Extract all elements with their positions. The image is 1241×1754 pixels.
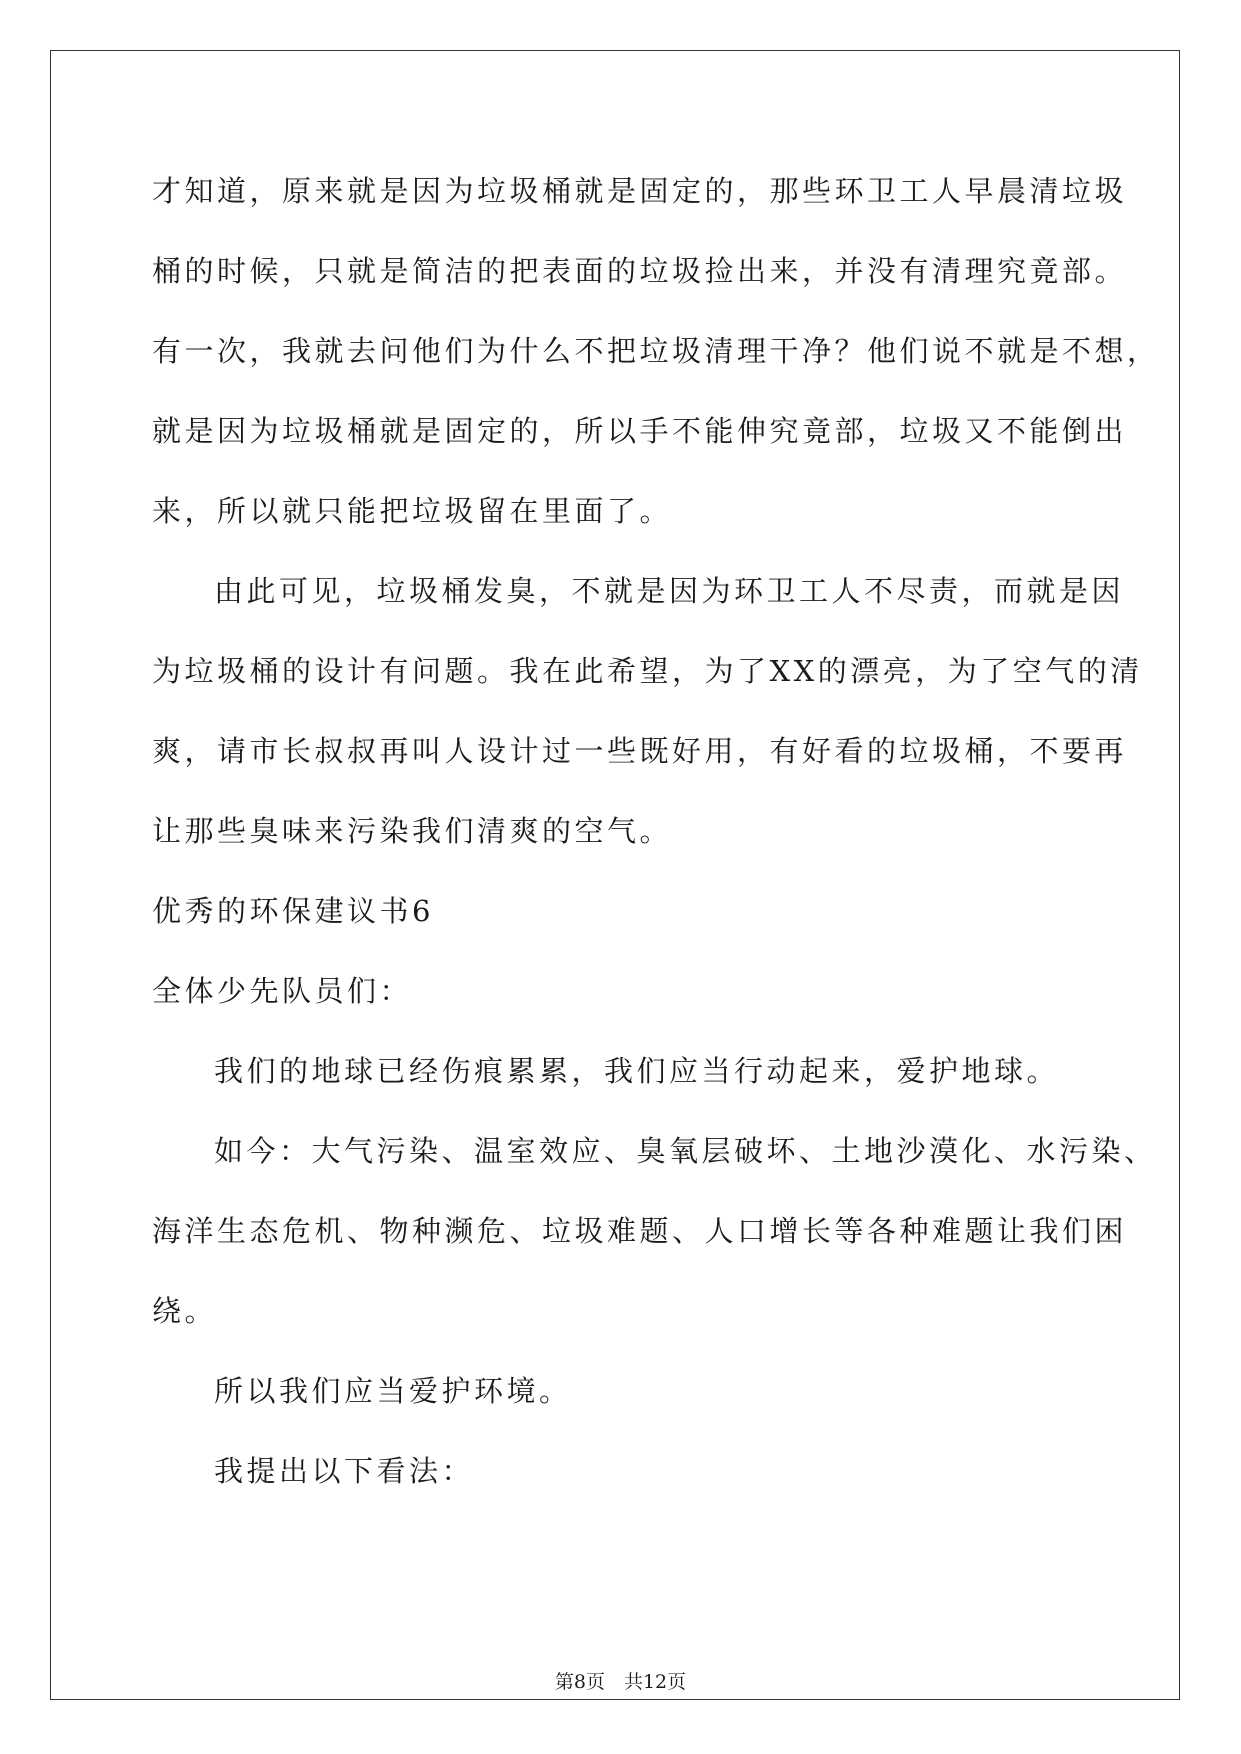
body-line: 让那些臭味来污染我们清爽的空气。 xyxy=(152,814,673,848)
body-line: 海洋生态危机、物种濒危、垃圾难题、人口增长等各种难题让我们困 xyxy=(152,1214,1128,1248)
body-line: 就是因为垃圾桶就是固定的，所以手不能伸究竟部，垃圾又不能倒出 xyxy=(152,414,1128,448)
body-line: 我们的地球已经伤痕累累，我们应当行动起来，爱护地球。 xyxy=(214,1054,1060,1088)
salutation: 全体少先队员们： xyxy=(152,974,413,1008)
body-line: 由此可见，垃圾桶发臭，不就是因为环卫工人不尽责，而就是因 xyxy=(214,574,1125,608)
body-line: 所以我们应当爱护环境。 xyxy=(214,1374,572,1408)
page-number: 第8页 共12页 xyxy=(554,1671,687,1693)
body-line: 才知道，原来就是因为垃圾桶就是固定的，那些环卫工人早晨清垃圾 xyxy=(152,174,1128,208)
body-line: 来，所以就只能把垃圾留在里面了。 xyxy=(152,494,673,528)
body-line: 爽，请市长叔叔再叫人设计过一些既好用，有好看的垃圾桶，不要再 xyxy=(152,734,1128,768)
body-line: 有一次，我就去问他们为什么不把垃圾清理干净？他们说不就是不想， xyxy=(152,334,1160,368)
body-line: 桶的时候，只就是简洁的把表面的垃圾捡出来，并没有清理究竟部。 xyxy=(152,254,1128,288)
body-line: 我提出以下看法： xyxy=(214,1454,475,1488)
section-heading: 优秀的环保建议书6 xyxy=(152,894,434,928)
body-line: 如今：大气污染、温室效应、臭氧层破坏、土地沙漠化、水污染、 xyxy=(214,1134,1157,1168)
body-line: 绕。 xyxy=(152,1294,218,1328)
body-line: 为垃圾桶的设计有问题。我在此希望，为了XX的漂亮，为了空气的清 xyxy=(152,654,1143,688)
